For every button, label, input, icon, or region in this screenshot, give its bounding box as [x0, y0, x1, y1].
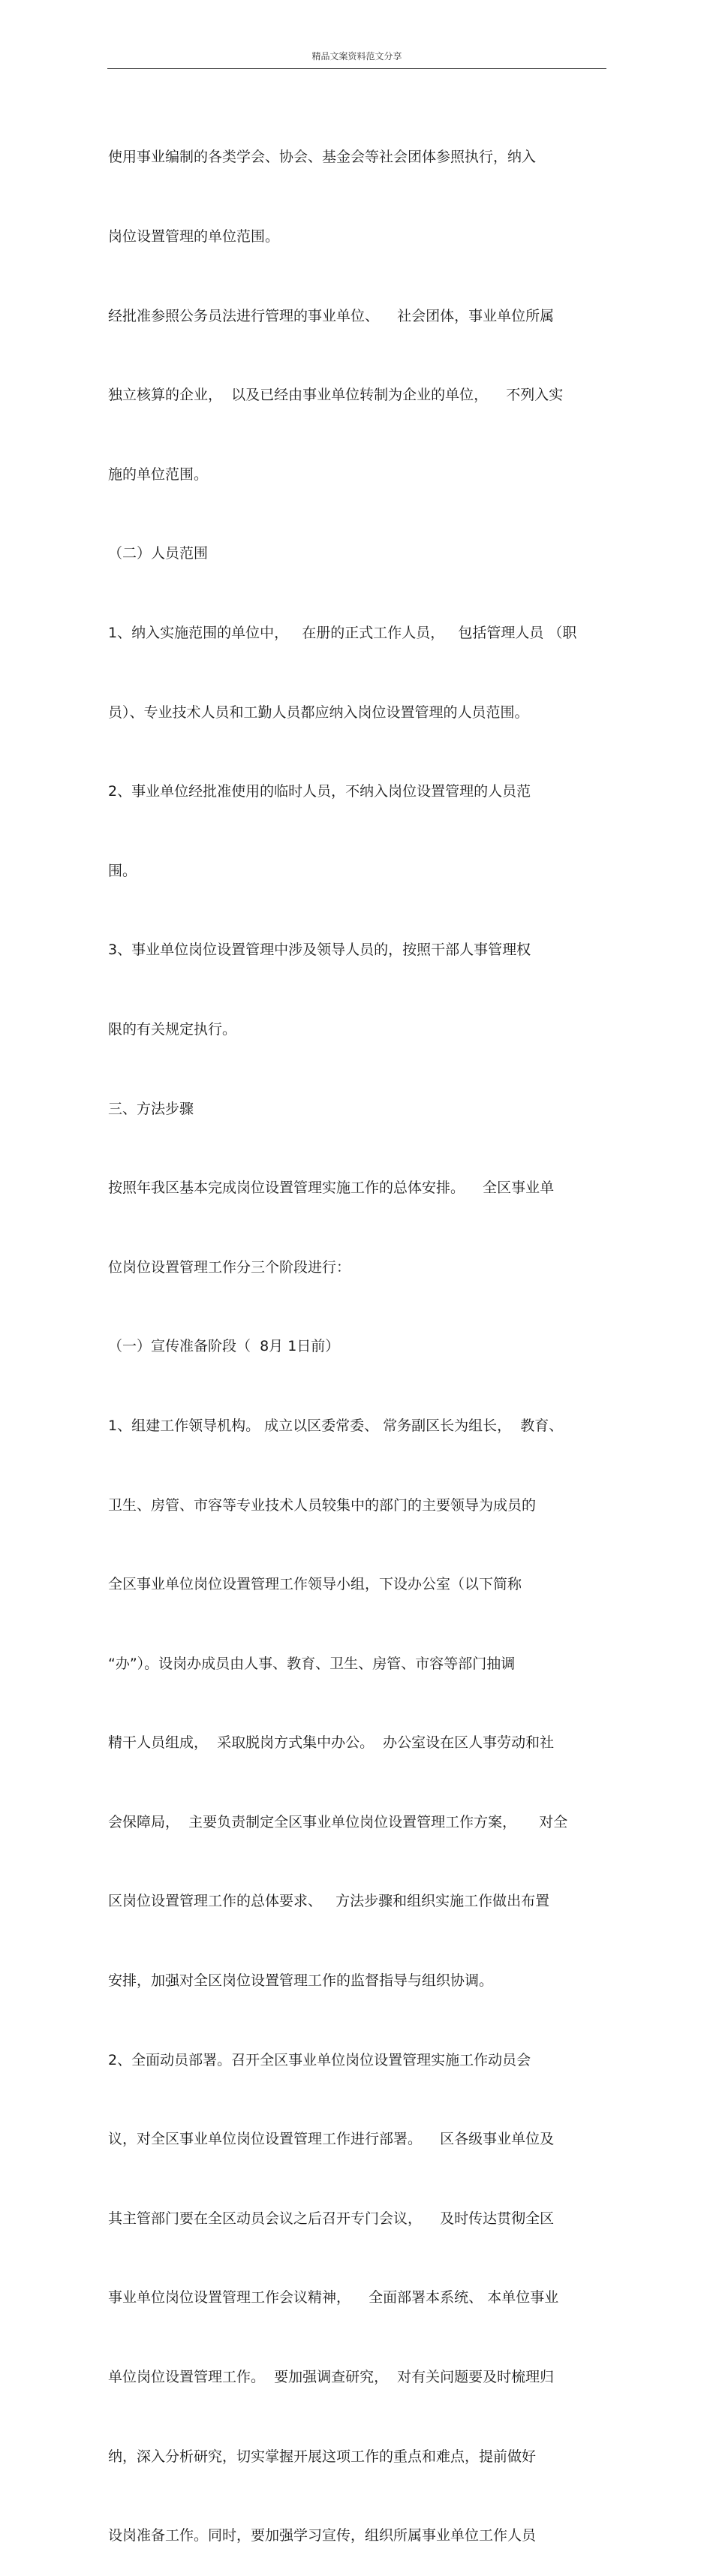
text-line: 使用事业编制的各类学会、协会、基金会等社会团体参照执行，纳入 [108, 149, 537, 166]
text-line: 经批准参照公务员法进行管理的事业单位、 社会团体，事业单位所属 [108, 307, 555, 324]
text-line: 会保障局， 主要负责制定全区事业单位岗位设置管理工作方案， 对全 [108, 1813, 568, 1830]
section-heading: （一）宣传准备阶段（ 8月 1日前） [108, 1338, 340, 1355]
text-line: 员）、专业技术人员和工勤人员都应纳入岗位设置管理的人员范围。 [108, 704, 529, 721]
text-line: 设岗准备工作。同时，要加强学习宣传，组织所属事业单位工作人员 [108, 2527, 537, 2544]
section-heading: 三、方法步骤 [108, 1100, 194, 1117]
page-header: 精品文案资料范文分享 [311, 51, 402, 62]
text-line: 3、事业单位岗位设置管理中涉及领导人员的，按照干部人事管理权 [108, 942, 531, 959]
text-line: 按照年我区基本完成岗位设置管理实施工作的总体安排。 全区事业单 [108, 1180, 555, 1197]
text-line: 单位岗位设置管理工作。 要加强调查研究， 对有关问题要及时梳理归 [108, 2369, 555, 2386]
text-line: 议，对全区事业单位岗位设置管理工作进行部署。 区各级事业单位及 [108, 2131, 555, 2148]
text-line: 1、组建工作领导机构。 成立以区委常委、 常务副区长为组长， 教育、 [108, 1417, 564, 1434]
text-line: “办”）。设岗办成员由人事、教育、卫生、房管、市容等部门抽调 [108, 1655, 516, 1672]
document-body [108, 92, 611, 2576]
text-line: 施的单位范围。 [108, 465, 209, 483]
text-line: 精干人员组成， 采取脱岗方式集中办公。 办公室设在区人事劳动和社 [108, 1734, 555, 1752]
text-line: 岗位设置管理的单位范围。 [108, 228, 280, 245]
header-divider [107, 68, 606, 69]
text-line: 安排，加强对全区岗位设置管理工作的监督指导与组织协调。 [108, 1972, 494, 1990]
text-line: 位岗位设置管理工作分三个阶段进行： [108, 1258, 351, 1276]
text-line: 区岗位设置管理工作的总体要求、 方法步骤和组织实施工作做出布置 [108, 1893, 550, 1910]
text-line: 其主管部门要在全区动员会议之后召开专门会议， 及时传达贯彻全区 [108, 2210, 555, 2227]
text-line: 卫生、房管、市容等专业技术人员较集中的部门的主要领导为成员的 [108, 1496, 537, 1514]
text-line: 纳，深入分析研究，切实掌握开展这项工作的重点和难点，提前做好 [108, 2448, 537, 2465]
text-line: 事业单位岗位设置管理工作会议精神， 全面部署本系统、 本单位事业 [108, 2289, 559, 2306]
text-line: 围。 [108, 862, 137, 879]
text-line: 2、全面动员部署。召开全区事业单位岗位设置管理实施工作动员会 [108, 2051, 531, 2068]
text-line: 限的有关规定执行。 [108, 1020, 237, 1038]
text-line: 独立核算的企业， 以及已经由事业单位转制为企业的单位， 不列入实 [108, 387, 564, 404]
text-line: 2、事业单位经批准使用的临时人员，不纳入岗位设置管理的人员范 [108, 783, 531, 800]
section-heading: （二）人员范围 [108, 545, 209, 562]
text-line: 全区事业单位岗位设置管理工作领导小组，下设办公室（以下简称 [108, 1576, 522, 1593]
text-line: 1、纳入实施范围的单位中， 在册的正式工作人员， 包括管理人员 （职 [108, 624, 577, 641]
